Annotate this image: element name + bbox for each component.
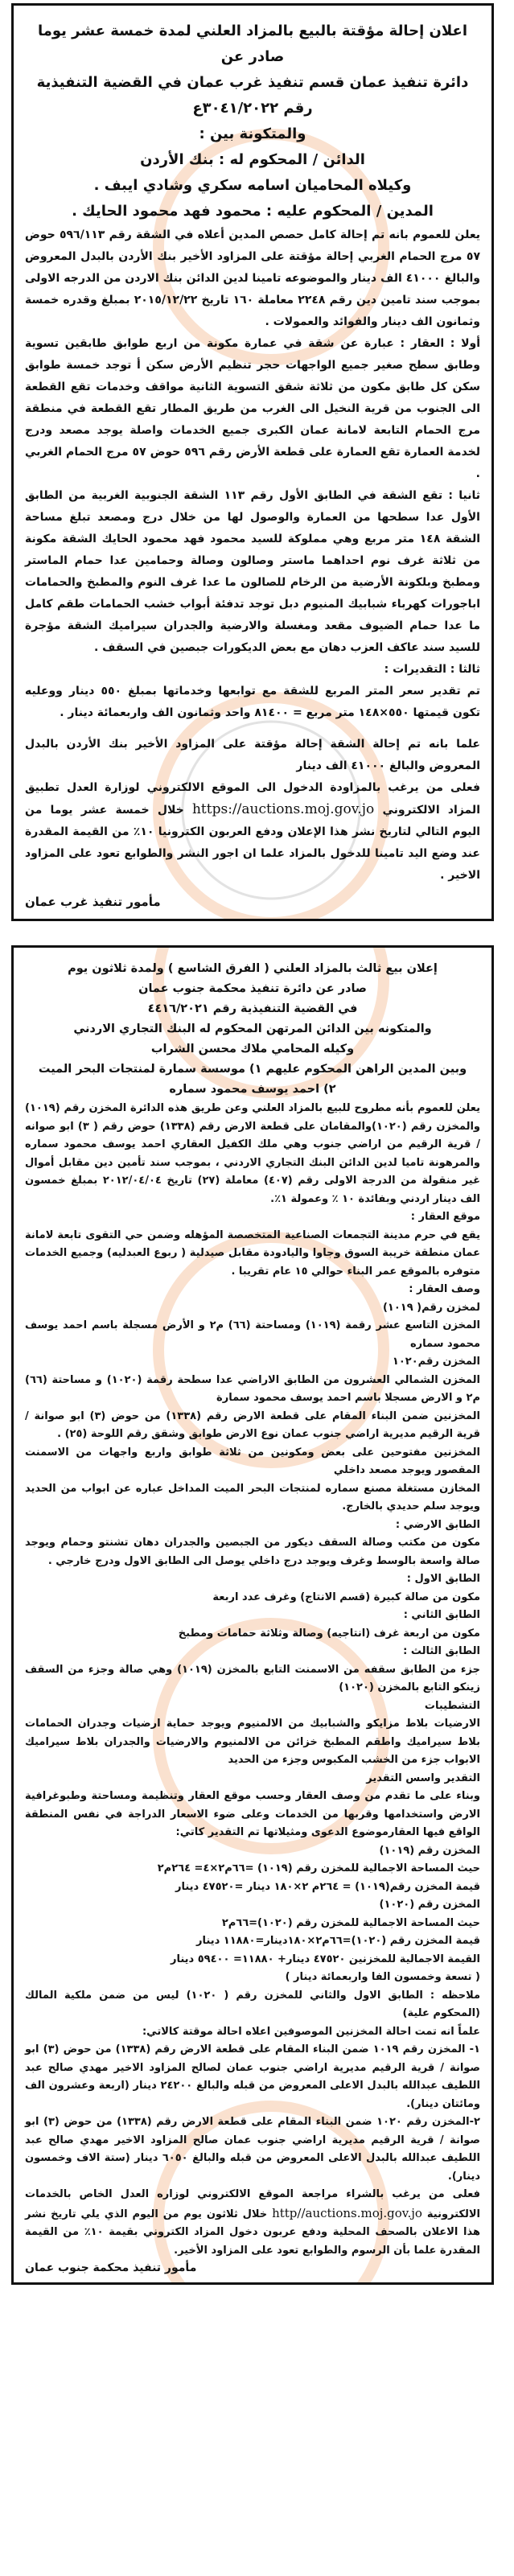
paragraph: تم تقدير سعر المتر المربع للشقة مع توابعها وخدماتها بمبلغ ٥٥٠ دينار ووعليه تكون قيمتها ٥٥٠×١٤٨ متر مربع = ٨١٤٠٠ واحد وثمانون الف واربعمائة دينار . — [25, 685, 480, 719]
paragraph: ثانيا : تقع الشقة في الطابق الأول رقم ١١٣ الشقة الجنوبية الغربية من الطابق الأول عدا سطحها من العمارة والوصول لها من خلال درج ومصعد تبلغ مساحة الشقة ١٤٨ متر مربع وهي مملوكة للسيد محمود فهد محمود الحايك الشقة مكونة من ثلاثة غرف نوم احداهما ماستر وصالون وصالة وحمامين عدا حمام الماستر ومطبخ وبلكونة الأرضية من الرخام للصالون ما عدا غرف النوم والمطبخ والحمامات اباجورات كهرباء شبابيك المنيوم دبل توجد تدفئة أبواب خشب الحمامات طقم كامل ما عدا حمام الضيوف مقعد ومغسلة والارضية والجدران سيراميك الشقة مؤجرة للسيد سند عاكف العزب دهان مع بعض الديكورات جبصين في السقف . — [25, 489, 480, 654]
paragraph: الارضيات بلاط مزايكو والشبابيك من الالمنيوم ويوجد حماية ارضيات وجدران الحمامات بلاط سيراميك واطقم المطبخ خزائن من الالمنيوم والارضيات والجدران بلاط سيراميك الابواب جزء من الخشب المكبوس وجزء من الحديد — [25, 1718, 480, 1766]
notice-title: اعلان إحالة مؤقتة بالبيع بالمزاد العلني لمدة خمسة عشر يوما صادر عن — [37, 23, 468, 65]
paragraph: مكون من مكتب وصالة السقف ديكور من الجبصين والجدران دهان تشنتو وحمام ويوجد صالة واسعة بالوسط وغرف ويوجد درج داخلي يوصل الى الطابق الاول ودرج خارجي . — [25, 1537, 480, 1567]
case-number: في القضية التنفيذية رقم ٤٤١٦/٢٠٢١ — [147, 1002, 358, 1015]
paragraph: علما بانه تم إحالة الشقة إحالة مؤقتة على المزاود الأخير بنك الأردن بالبدل المعروض والبالغ ٤١٠٠٠ الف دينار — [25, 738, 480, 772]
paragraph: ملاحظه : الطابق الاول والثاني للمخزن رقم ( ١٠٢٠) ليس من ضمن ملكية المالك (المحكوم علية) — [25, 1989, 480, 2019]
paragraph: موقع العقار : — [410, 1211, 480, 1223]
paragraph: يعلن للعموم بانه تم إحالة كامل حصص المدين أعلاه في الشقة رقم ٥٩٦/١١٣ حوض ٥٧ مرج الحمام الغربي إحالة مؤقتة على المزاود الأخير بنك الأردن بالبدل المعروض والبالغ ٤١٠٠٠ الف دينار والموضوعه تامينا لدين الدائن بنك الاردن من الدرجه الاولى بموجب سند تامين دين رقم ٢٢٤٨ معاملة ١٦٠ تاريخ ٢٠١٥/١٢/٢٢ بمبلغ وقدره خمسة وثمانون الف دينار والفوائد والعمولات . — [25, 228, 481, 328]
notice-header — [25, 959, 480, 1100]
paragraph: ١- المخزن رقم ١٠١٩ ضمن البناء المقام على قطعة الارض رقم (١٣٣٨) من حوض (٣) ابو صوانة / قرية الرقيم مديرية اراضي جنوب عمان لصالح المزاود الاخير مهدي صالح عبد اللطيف عبدالله بالبدل الاعلى المعروض من قبله والبالغ ٢٤٢٠٠ دينار (اربعة وعشرون الف ومائتان دينار). — [25, 2043, 480, 2110]
parties-label: والمتكونة بين : — [199, 126, 306, 142]
purchase-terms: خلال ثلاثون يوم من اليوم الذي يلي تاريخ نشر هذا الاعلان بالصحف المحلية ودفع عربون دخول المزاد الكتروني بقيمة ١٠٪ من القيمة المقدرة علما بأن الرسوم والطوابع تعود على المزاود الأخير. — [25, 2208, 480, 2257]
bidding-instructions: فعلى من يرغب بالمزاودة الدخول الى الموقع الالكتروني لوزارة العدل تطبيق المزاد الالكتروني — [25, 781, 480, 817]
signature: مأمور تنفيذ محكمة جنوب عمان — [25, 2261, 197, 2274]
purchase-instructions: فعلى من يرغب بالشراء مراجعة الموقع الالكتروني لوزاره العدل الخاص بالخدمات الالكترونية — [25, 2188, 480, 2220]
auction-url-link[interactable]: http//auctions.moj.gov.jo — [272, 2205, 422, 2220]
paragraph: التقدير واسس التقدير — [366, 1772, 480, 1784]
paragraph: علماً انه تمت احالة المخزنين الموصوفين اعلاه احالة موقتة كالاتي: — [142, 2025, 480, 2038]
debtor: المدين / المحكوم عليه : محمود فهد محمود الحايك . — [72, 203, 434, 220]
paragraph: جزء من الطابق سقفه من الاسمنت التابع بالمخزن (١٠١٩) وهي صالة وجزء من السقف زينكو التابع بالمخزن (١٠٢٠) — [25, 1663, 480, 1693]
paragraph — [25, 777, 480, 887]
notice-title: إعلان بيع ثالث بالمزاد العلني ( الفرق الشاسع ) ولمدة ثلاثون يوم — [68, 962, 438, 975]
paragraph: الطابق الاول : — [406, 1573, 480, 1585]
paragraph: المخزن رقم (١٠٢٠) — [379, 1899, 480, 1911]
paragraph: مكون من اربعة غرف (انتاجيه) وصالة وثلاثة حمامات ومطبخ — [178, 1627, 480, 1640]
notice-subtitle: دائرة تنفيذ عمان قسم تنفيذ غرب عمان في القضية التنفيذية — [36, 74, 469, 91]
auction-url-link[interactable]: https://auctions.moj.gov.jo — [191, 801, 375, 817]
paragraph: يعلن للعموم بأنه مطروح للبيع بالمزاد العلني وعن طريق هذه الدائرة المخزن رقم (١٠١٩) والمخزن رقم (١٠٢٠)والمقامان على قطعة الارض رقم (١٣٣٨) حوض رقم ( ٣) ابو صوانه / قرية الرقيم من اراضي جنوب وهي ملك الكفيل العقاري احمد يوسف محمود سماره والمرهونة تاميا لدين الدائن البنك التجاري الاردني ، بموجب سند تأمين دين مقابل أموال غير منقولة من الدرجة الاولى رقم (٤٠٧) معاملة (٢٧) تاريخ ٢٠١٢/٠٤/٠٤ بمبلغ خمسون الف دينار اردني وبفائدة ١٠ ٪ وعمولة ١٪. — [25, 1102, 481, 1205]
paragraph: التشطيبات — [424, 1699, 480, 1712]
paragraph: الطابق الثاني : — [403, 1609, 480, 1621]
paragraph: لمخزن رقم( ١٠١٩) — [382, 1301, 480, 1314]
paragraph: ( تسعة وخمسون الفا واربعمائة دينار ) — [285, 1971, 480, 1983]
paragraph: الطابق الارضي : — [395, 1518, 480, 1531]
paragraph: مكون من صالة كبيرة (قسم الانتاج) وغرف عدد اربعة — [212, 1590, 480, 1603]
paragraph: حيث المساحة الاجمالية للمخزن رقم (١٠١٩) =٦٦م٢×٤= ٢٦٤م٢ — [157, 1862, 480, 1874]
case-number: رقم ٣٠٤١/٢٠٢٢ع — [192, 100, 313, 117]
notice-south-amman-court — [11, 945, 494, 2285]
paragraph: المخزنين ضمن البناء المقام على قطعة الارض رقم (١٣٣٨) من حوض (٣) ابو صوانة / قرية الرقيم مديرية اراضي جنوب عمان نوع الارض طوابق وشقق رقم اللوحة (٢٥) . — [25, 1409, 480, 1440]
notice-west-amman-execution — [11, 3, 494, 921]
creditor-lawyer: وكيله المحامي ملاك محسن الشراب — [150, 1043, 355, 1056]
paragraph: المخزن رقم١٠٢٠ — [392, 1356, 480, 1368]
paragraph: وبناء على ما تقدم من وصف العقار وحسب موقع العقار وتنظيمة ومساحتة وطبوغرافية الارض واستخدامها وقربها من الخدمات وعلى ضوء الاسعار الدراجة في نفس المنطقة الواقع فيها العقارموضوع الدعوى ومثيلاتها تم التقدير كاتي: — [25, 1790, 480, 1838]
paragraph: القيمة الاجمالية للمخزنين ٤٧٥٢٠ دينار+ ١١٨٨٠= ٥٩٤٠٠ دينار — [170, 1953, 480, 1965]
paragraph: أولا : العقار : عبارة عن شقة في عمارة مكونة من اربع طوابق طابقين تسوية وطابق سطح صغير جميع الواجهات حجر تنظيم الأرض سكن أ توجد خمسة طوابق سكن كل طابق مكون من ثلاثة شقق التسوية الثانية مواقف وخدمات تقع القطعة الى الجنوب من قرية النخيل الى الغرب من طريق المطار تقع القطعة في منطقة مرج الحمام التابعة لامانة عمان الكبرى جميع الخدمات واصلة يوجد مصعد ودرج لخدمة العمارة تقع العمارة على قطعة الأرض رقم ٥٩٦ حوض ٥٧ مرج الحمام الغربي . — [25, 337, 481, 480]
debtor-1: وبين المدين الراهن المحكوم عليهم ١) موسسة سمارة لمنتجات البحر الميت — [38, 1063, 467, 1076]
paragraph: يقع في حرم مدينة التجمعات الصناعية المتخصصة المؤهله وضمن حي التقوى تابعة لامانة عمان منطقة خريبة السوق وجاوا واليادودة مقابل صيدلية ( ربوع العبدليه) وجميع الخدمات متوفره بالموقع عمر البناء حوالي ١٥ عام تقريبا . — [25, 1228, 480, 1278]
notice-body — [25, 1100, 480, 2186]
paragraph: حيث المساحة الاجمالية للمخزن رقم (١٠٢٠)=٦٦م٢ — [221, 1916, 480, 1929]
signature: مأمور تنفيذ غرب عمان — [25, 895, 161, 909]
notice-header — [25, 19, 480, 224]
section-heading: ثالثا : التقديرات : — [384, 663, 480, 676]
paragraph: المخزن التاسع عشر رقمة (١٠١٩) ومساحتة (٦٦) م٢ و الأرض مسجلة باسم احمد يوسف محمود سماره — [25, 1319, 481, 1350]
bidding-terms: خلال خمسة عشر يوما من اليوم التالي لتاريخ نشر هذا الإعلان ودفع العربون الكترونيا ١٠٪ من القيمة المقدرة عند وضع اليد تامينا للدخول بالمزاد علما ان اجور النشر والطوابع تعود على المزاود الاخير . — [25, 804, 480, 882]
debtor-2: ٢) احمد يوسف محمود سماره — [169, 1083, 336, 1096]
paragraph: ٢-المخزن رقم ١٠٢٠ ضمن البناء المقام على قطعة الارض رقم (١٣٣٨) من حوض (٣) ابو صوانة / قرية الرقيم مديرية اراضي جنوب عمان صالح المزاود الاخير مهدي صالح عبد اللطيف عبدالله بالبدل الاعلى المعروض من قبله والبالغ ٦٠٥٠ دينار (ستة الاف وخمسون دينار). — [25, 2116, 480, 2183]
creditor-lawyers: وكيلاه المحاميان اسامه سكري وشادي ايبف . — [93, 177, 412, 194]
paragraph: الطابق الثالث : — [403, 1645, 480, 1657]
paragraph: المخزنين مفتوحين على بعض ومكونين من ثلاثة طوابق واربع واجهات من الاسمنت المقصور ويوجد مصعد داخلي — [25, 1446, 480, 1476]
paragraph: وصف العقار : — [409, 1283, 480, 1295]
paragraph: المخزن الشمالي العشرون من الطابق الاراضي عدا سطحة رقمة (١٠٢٠) و مساحتة (٦٦) م٢ و الارض مسجلا باسم احمد يوسف محمود سمارة — [25, 1373, 480, 1404]
paragraph — [25, 2186, 480, 2260]
paragraph: قيمة المخزن رقم (١٠٢٠)=٦٦م٢×١٨٠دينار=١١٨٨٠ دينار — [196, 1935, 480, 1947]
notice-subtitle: صادر عن دائرة تنفيذ محكمة جنوب عمان — [138, 982, 367, 995]
creditor: الدائن / المحكوم له : بنك الأردن — [140, 151, 365, 168]
paragraph: قيمة المخزن رقم(١٠١٩) = ٢٦٤م ٢×١٨٠ دينار =٤٧٥٢٠ دينار — [175, 1880, 480, 1893]
paragraph: المخازن مستغلة مصنع سماره لمنتجات البحر الميت المداخل عباره عن ابواب من الحديد ويوجد سلم حديدي بالخارج. — [25, 1482, 480, 1512]
creditor: والمتكونه بين الدائن المرتهن المحكوم له البنك التجاري الاردني — [73, 1023, 432, 1035]
paragraph: المخزن رقم (١٠١٩) — [379, 1844, 480, 1857]
